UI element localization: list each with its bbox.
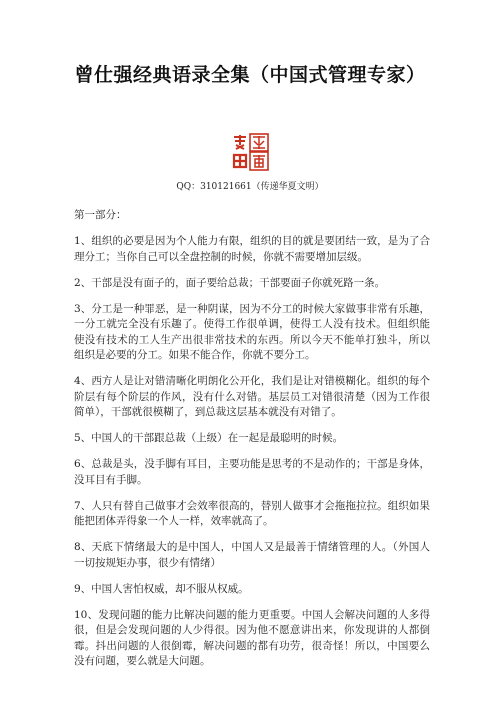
paragraph-5: 5、中国人的干部跟总裁（上级）在一起是最聪明的时候。: [74, 432, 344, 444]
paragraph-8: 8、天底下情绪最大的是中国人，中国人又是最善于情绪管理的人。（外国人一切按规矩办事，很少有情绪）: [74, 541, 430, 569]
paragraph-1: 1、组织的必要是因为个人能力有限，组织的目的就是要团结一致，是为了合理分工；当你自己可以全盘控制的时候，你就不需要增加层级。: [74, 235, 430, 263]
qq-contact-line: QQ：310121661（传递华夏文明）: [176, 182, 324, 192]
paragraph-3: 3、分工是一种罪恶，是一种阴谋，因为不分工的时候大家做事非常有乐趣，一分工就完全没有乐趣了。使得工作很单调，使得工人没有技术。但组织能使没有技术的工人生产出很非常技术的东西。所以今天不能单打独斗，所以组织是必要的分工。如果不能合作，你就不要分工。: [74, 302, 430, 361]
paragraph-9: 9、中国人害怕权威，却不服从权威。: [74, 582, 249, 595]
section-label: 第一部分：: [74, 209, 127, 221]
paragraph-7: 7、人只有替自己做事才会效率很高的，替别人做事才会拖拖拉拉。组织如果能把团体弄得象一个人一样，效率就高了。: [74, 499, 430, 527]
paragraph-6: 6、总裁是头，没手脚有耳目，主要功能是思考的不是动作的；干部是身体，没耳目有手脚。: [74, 458, 430, 486]
paragraph-2: 2、干部是没有面子的，面子要给总裁；干部要面子你就死路一条。: [74, 276, 386, 289]
document-title: 曾仕强经典语录全集（中国式管理专家）: [74, 64, 426, 86]
seal-stamp-image: [231, 133, 269, 171]
document-body: [74, 208, 430, 680]
paragraph-10: 10、发现问题的能力比解决问题的能力更重要。中国人会解决问题的人多得很，但是会发现问题的人少得很。因为他不愿意讲出来，你发现讲的人都倒霉。抖出问题的人很倒霉，解决问题的都有功劳，很奇怪！所以，中国要么没有问题，要么就是大问题。: [74, 608, 430, 667]
paragraph-4: 4、西方人是让对错清晰化明朗化公开化，我们是让对错模糊化。组织的每个阶层有每个阶层的作风，没有什么对错。基层员工对错很清楚（因为工作很简单），干部就很模糊了，到总裁这层基本就没有对错了。: [74, 375, 430, 418]
